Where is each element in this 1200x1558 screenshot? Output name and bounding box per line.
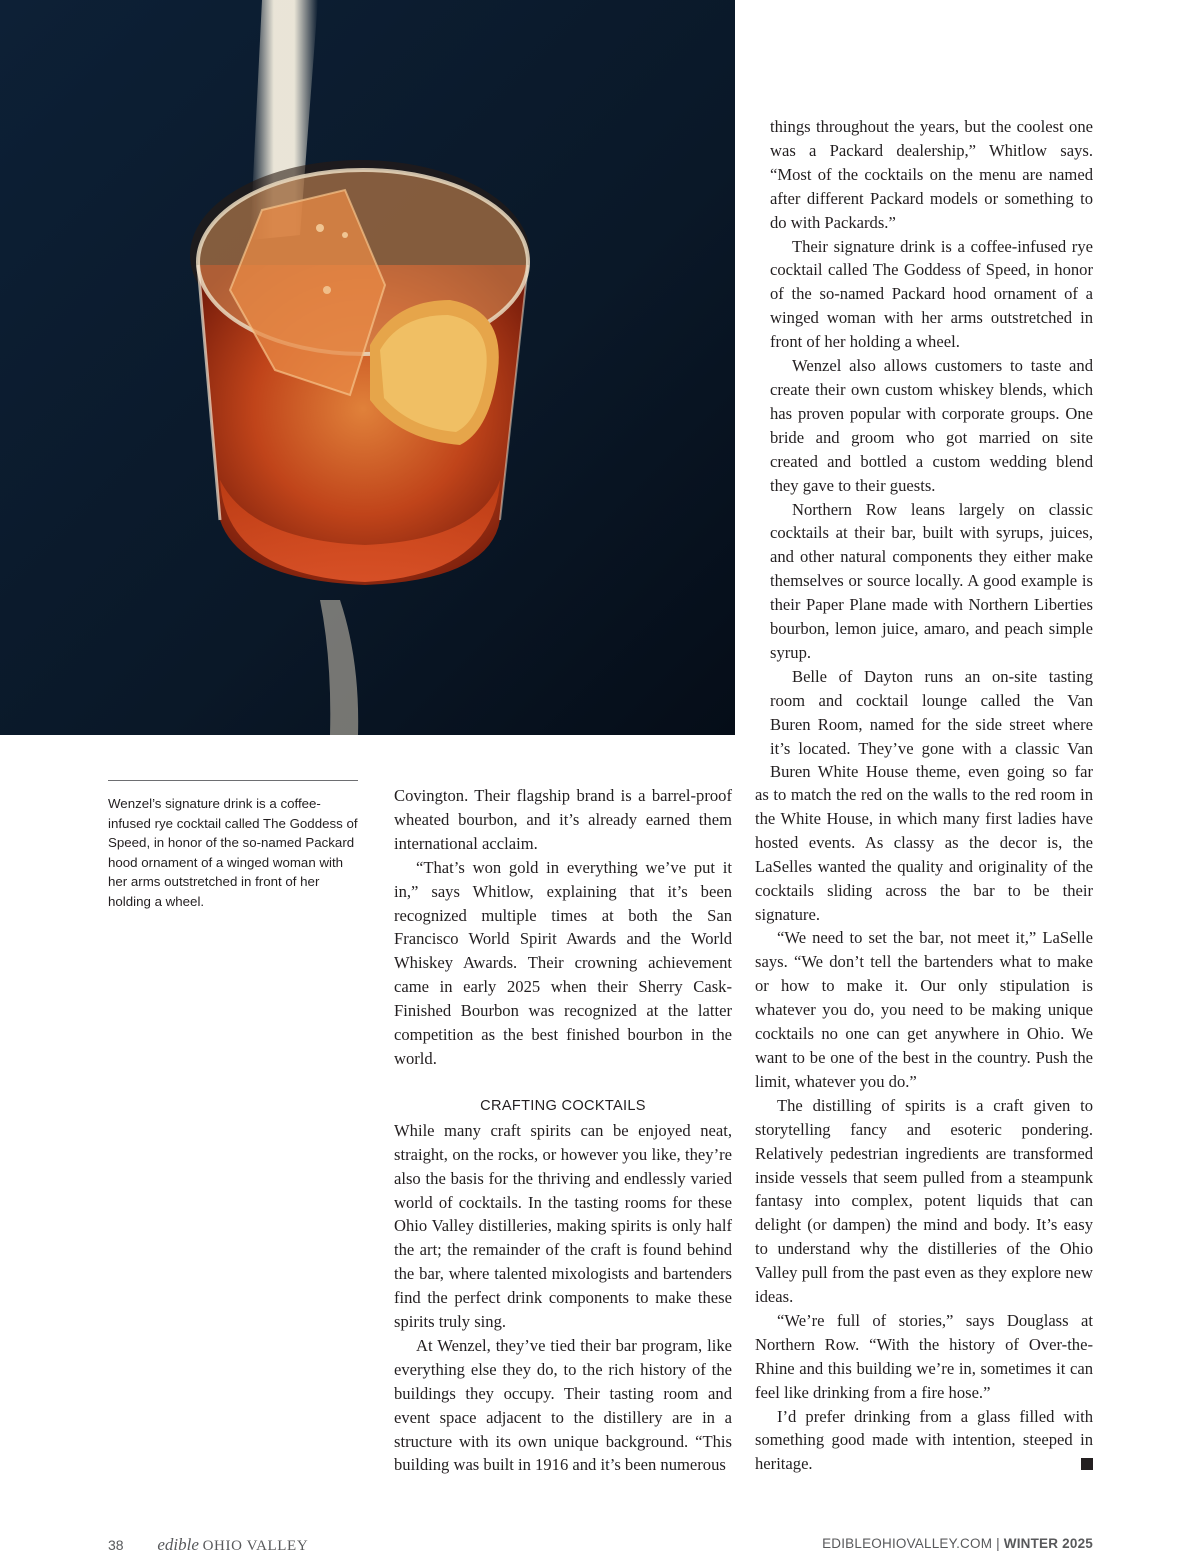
page-number: 38	[108, 1537, 124, 1553]
paragraph: Wenzel also allows customers to taste and create their own custom whiskey blends, which has proven popular with corporate groups. One bride and groom who got married on site created and bottled a custom wedding blend they gave to their guests.	[770, 356, 1093, 495]
paragraph-final	[755, 1405, 1093, 1477]
cocktail-photo	[0, 0, 735, 735]
issue-label: WINTER 2025	[1003, 1536, 1093, 1551]
section-subhead: CRAFTING COCKTAILS	[480, 1097, 646, 1114]
paragraph: things throughout the years, but the coolest one was a Packard dealership,” Whitlow says. “Most of the cocktails on the menu are named after different Packard models or something to do with Packards.”	[770, 117, 1093, 232]
paragraph-text: I’d prefer drinking from a glass filled with something good made with intention, steeped in heritage.	[755, 1406, 1093, 1474]
caption-divider	[108, 780, 358, 781]
text-line: it’s located. They’ve gone with a classic Van	[770, 738, 1093, 758]
site-url: EDIBLEOHIOVALLEY.COM	[822, 1536, 993, 1551]
paragraph: At Wenzel, they’ve tied their bar program, like everything else they do, to the rich history of the buildings they occupy. Their tasting room and event space adjacent to the distillery are in a structure with its own unique background. “This building was built in 1916 and it’s been numerous	[394, 1335, 732, 1475]
article-column-middle	[394, 784, 732, 1477]
article-column-right-lower	[755, 783, 1093, 1476]
paragraph: Northern Row leans largely on classic cocktails at their bar, built with syrups, juices, and other natural components they either make themselves or source locally. A good example is their Paper Plane made with Northern Liberties bourbon, lemon juice, amaro, and peach simple syrup.	[770, 499, 1093, 662]
text-line: room and cocktail lounge called the Van	[770, 690, 1093, 710]
end-mark-icon	[1081, 1458, 1093, 1470]
footer-right	[822, 1536, 1093, 1551]
brand-edible: edible	[157, 1535, 199, 1554]
cocktail-illustration	[0, 0, 735, 735]
photo-caption: Wenzel’s signature drink is a coffee-infused rye cocktail called The Goddess of Speed, in honor of the so-named Packard hood ornament of a winged woman with her arms outstretched in front of her holding a wheel.	[108, 796, 358, 909]
paragraph: Their signature drink is a coffee-infused rye cocktail called The Goddess of Speed, in honor of the so-named Packard hood ornament of a winged woman with her arms outstretched in front of her holding a wheel.	[770, 236, 1093, 352]
text-line: Buren Room, named for the side street where	[770, 714, 1093, 734]
paragraph: as to match the red on the walls to the red room in the White House, in which many first ladies have hosted events. As classy as the decor is, the LaSelles wanted the quality and originality of the cocktails sliding across the bar to be their signature.	[755, 785, 1093, 924]
text-line: Buren White House theme, even going so far	[770, 762, 1093, 782]
footer-separator: |	[996, 1536, 1000, 1551]
paragraph: “We’re full of stories,” says Douglass at Northern Row. “With the history of Over-the-Rhine and this building we’re in, sometimes it can feel like drinking from a fire hose.”	[755, 1310, 1093, 1402]
paragraph: While many craft spirits can be enjoyed neat, straight, on the rocks, or however you like, they’re also the basis for the thriving and endlessly varied world of cocktails. In the tasting rooms for these Ohio Valley distilleries, making spirits is only half the art; the remainder of the craft is found behind the bar, where talented mixologists and bartenders find the perfect drink components to make these spirits truly sing.	[394, 1120, 732, 1332]
paragraph: “We need to set the bar, not meet it,” LaSelle says. “We don’t tell the bartenders what to make or how to make it. Our only stipulation is whatever you do, you need to be making unique cocktails no one can get anywhere in Ohio. We want to be one of the best in the country. Push the limit, whatever you do.”	[755, 928, 1093, 1091]
wrapped-paragraph-start	[770, 665, 1093, 785]
paragraph: “That’s won gold in everything we’ve put it in,” says Whitlow, explaining that it’s been recognized multiple times at both the San Francisco World Spirit Awards and the World Whiskey Awards. Their crowning achievement came in early 2025 when their Sherry Cask-Finished Bourbon was recognized at the latter competition as the best finished bourbon in the world.	[394, 857, 732, 1068]
brand-region: OHIO VALLEY	[202, 1538, 309, 1554]
paragraph: Covington. Their flagship brand is a barrel-proof wheated bourbon, and it’s already earned them international acclaim.	[394, 786, 732, 853]
article-column-right-upper	[770, 115, 1093, 784]
paragraph: The distilling of spirits is a craft given to storytelling fancy and esoteric pondering. Relatively pedestrian ingredients are transformed inside vessels that seem pulled from a steampunk fantasy into complex, potent liquids that can delight (or dampen) the mind and body. It’s easy to understand why the distilleries of the Ohio Valley pull from the past even as they explore new ideas.	[755, 1095, 1093, 1307]
text-line: Belle of Dayton runs an on-site tasting	[792, 666, 1093, 686]
footer-left	[108, 1535, 308, 1555]
